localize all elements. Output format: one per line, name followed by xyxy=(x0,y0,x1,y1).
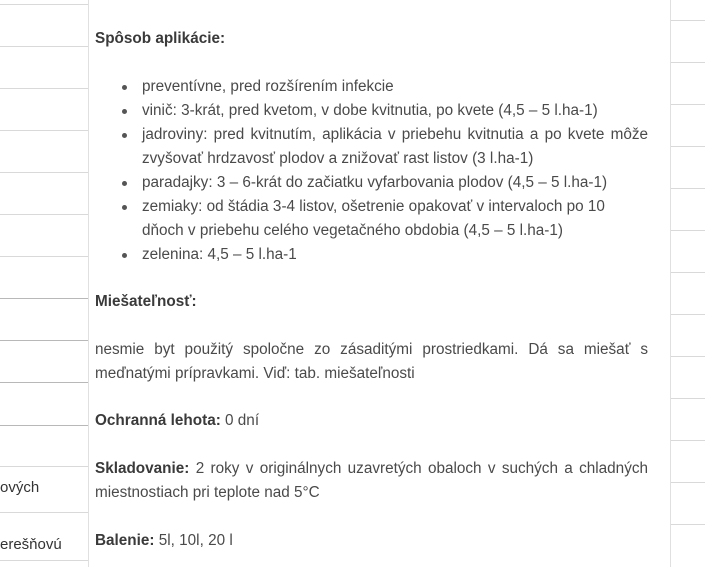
storage-label: Skladovanie: xyxy=(95,460,190,477)
right-table-row xyxy=(671,188,705,189)
right-table-column xyxy=(671,0,705,567)
left-table-row xyxy=(0,425,88,426)
left-table-row xyxy=(0,88,88,89)
right-table-row xyxy=(671,482,705,483)
left-table-row xyxy=(0,46,88,47)
protection-period xyxy=(95,409,648,433)
list-item: paradajky: 3 – 6-krát do začiatku vyfarbovania plodov (4,5 – 5 l.ha-1) xyxy=(142,171,648,195)
left-table-column xyxy=(0,0,88,567)
mix-heading: Miešateľnosť: xyxy=(95,293,197,310)
left-table-row xyxy=(0,172,88,173)
right-table-row xyxy=(671,398,705,399)
packaging-label: Balenie: xyxy=(95,532,155,549)
right-table-row xyxy=(671,20,705,21)
right-table-row xyxy=(671,314,705,315)
list-item: jadroviny: pred kvitnutím, aplikácia v priebehu kvitnutia a po kvete môže zvyšovať hrdzavosť plodov a znižovať rast listov (3 l.ha-1) xyxy=(142,123,648,171)
list-item: vinič: 3-krát, pred kvetom, v dobe kvitnutia, po kvete (4,5 – 5 l.ha-1) xyxy=(142,99,648,123)
protection-label: Ochranná lehota: xyxy=(95,412,221,429)
packaging-value: 5l, 10l, 20 l xyxy=(154,532,233,549)
left-table-row xyxy=(0,4,88,5)
application-list xyxy=(95,75,648,267)
list-item: zelenina: 4,5 – 5 l.ha-1 xyxy=(142,243,648,267)
right-table-row xyxy=(671,272,705,273)
right-table-row xyxy=(671,524,705,525)
left-table-row xyxy=(0,560,88,561)
application-heading: Spôsob aplikácie: xyxy=(95,30,226,47)
product-detail-content xyxy=(95,0,648,553)
protection-value: 0 dní xyxy=(220,412,260,429)
left-table-row xyxy=(0,512,88,513)
product-detail-panel xyxy=(88,0,671,567)
right-table-row xyxy=(671,440,705,441)
right-table-row xyxy=(671,146,705,147)
right-table-row xyxy=(671,104,705,105)
right-table-row xyxy=(671,230,705,231)
left-cell-text: erešňovú xyxy=(0,536,62,553)
left-table-row xyxy=(0,340,88,341)
list-item: zemiaky: od štádia 3-4 listov, ošetrenie opakovať v intervaloch po 10 dňoch v priebehu celého vegetačného obdobia (4,5 – 5 l.ha-1) xyxy=(142,195,648,243)
left-table-row xyxy=(0,298,88,299)
left-table-row xyxy=(0,130,88,131)
packaging-info xyxy=(95,529,648,553)
right-table-row xyxy=(671,356,705,357)
left-table-row xyxy=(0,382,88,383)
right-table-row xyxy=(671,62,705,63)
left-table-row xyxy=(0,256,88,257)
storage-info xyxy=(95,457,648,505)
storage-value: 2 roky v originálnych uzavretých obaloch v suchých a chladných miestnostiach pri teplote nad 5°C xyxy=(95,460,648,501)
list-item: preventívne, pred rozšírením infekcie xyxy=(142,75,648,99)
left-table-row xyxy=(0,466,88,467)
mix-text: nesmie byt použitý spoločne zo zásaditými prostriedkami. Dá sa miešať s meďnatými prípravkami. Viď: tab. miešateľnosti xyxy=(95,341,648,382)
left-cell-text: ových xyxy=(0,479,40,496)
left-table-row xyxy=(0,214,88,215)
